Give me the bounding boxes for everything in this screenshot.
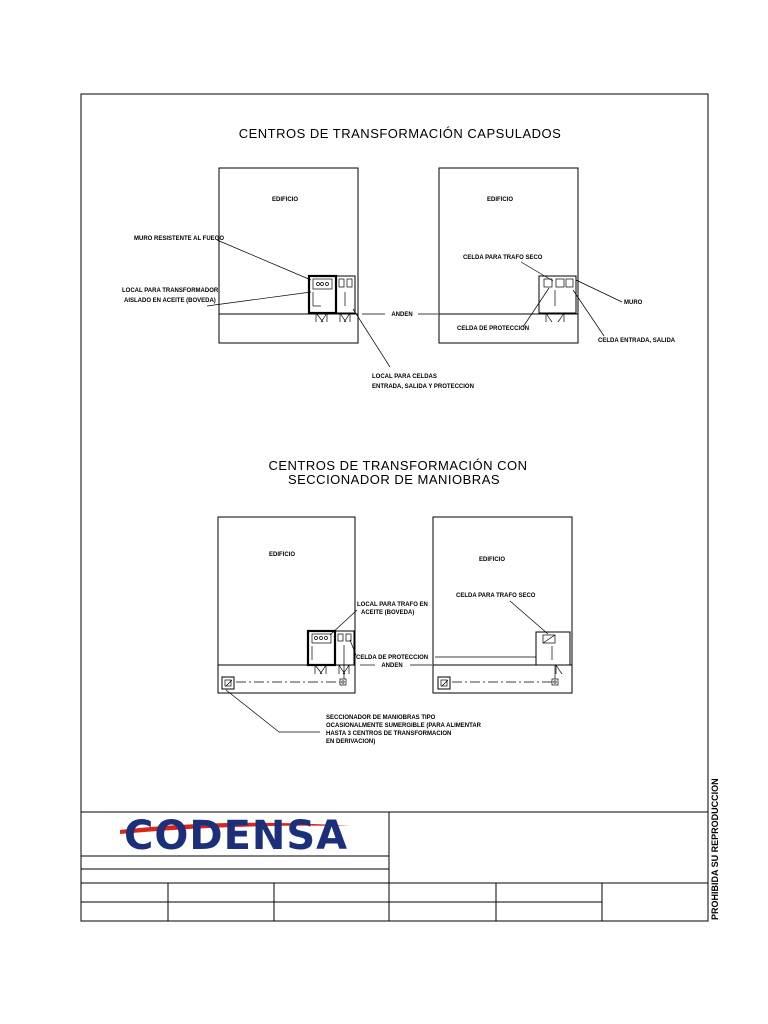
building-label: EDIFICIO bbox=[478, 557, 506, 563]
switch-box bbox=[222, 677, 234, 689]
dry-transformer-cell bbox=[536, 632, 570, 665]
building-outline bbox=[219, 168, 358, 343]
bottom-right-diagram bbox=[433, 517, 572, 693]
title-block bbox=[81, 812, 708, 921]
building-outline bbox=[433, 517, 572, 693]
transformer-room-label-1: LOCAL PARA TRAFO EN bbox=[357, 602, 428, 608]
svg-text:SECCIONADOR DE MANIOBRAS TIPO: SECCIONADOR DE MANIOBRAS TIPO bbox=[326, 715, 436, 721]
dry-transformer-label: CELDA PARA TRAFO SECO bbox=[463, 255, 543, 261]
switch-note bbox=[326, 715, 482, 745]
bottom-section-title-2: SECCIONADOR DE MANIOBRAS bbox=[287, 472, 501, 487]
top-left-diagram bbox=[122, 168, 474, 390]
svg-text:EN DERIVACION): EN DERIVACION) bbox=[326, 739, 376, 745]
protection-cell-label: CELDA DE PROTECCION bbox=[356, 655, 429, 661]
sidewalk-label-bottom: ANDEN bbox=[381, 663, 403, 669]
company-logo: CODENSA bbox=[124, 813, 349, 859]
building-label: EDIFICIO bbox=[268, 552, 296, 558]
cells-room-label-1: LOCAL PARA CELDAS bbox=[372, 374, 437, 380]
switch-box bbox=[438, 677, 450, 689]
transformer-room-label-1: LOCAL PARA TRANSFORMADOR bbox=[122, 288, 219, 294]
top-right-diagram bbox=[439, 168, 676, 344]
wall-label: MURO bbox=[624, 300, 643, 306]
transformer-room-label-2: ACEITE (BOVEDA) bbox=[361, 610, 415, 616]
top-section-title: CENTROS DE TRANSFORMACIÓN CAPSULADOS bbox=[238, 126, 562, 141]
bottom-left-diagram bbox=[218, 517, 428, 732]
protection-cell-label: CELDA DE PROTECCION bbox=[457, 326, 530, 332]
building-label: EDIFICIO bbox=[271, 197, 299, 203]
dry-transformer-label: CELDA PARA TRAFO SECO bbox=[456, 593, 536, 599]
building-label: EDIFICIO bbox=[486, 197, 514, 203]
svg-text:OCASIONALMENTE SUMERGIBLE (PAR: OCASIONALMENTE SUMERGIBLE (PARA ALIMENTAR bbox=[326, 723, 481, 729]
fire-wall-label: MURO RESISTENTE AL FUEGO bbox=[134, 236, 225, 242]
bottom-section-title-1: CENTROS DE TRANSFORMACIÓN CON bbox=[268, 458, 528, 473]
svg-text:HASTA 3 CENTROS DE TRANSFORMA: HASTA 3 CENTROS DE TRANSFORMACION bbox=[326, 731, 452, 737]
sidewalk-label-top: ANDEN bbox=[391, 312, 413, 318]
building-outline bbox=[218, 517, 355, 693]
cells-room-label-2: ENTRADA, SALIDA Y PROTECCION bbox=[372, 384, 474, 390]
drawing-frame bbox=[81, 94, 708, 921]
transformer-room-label-2: AISLADO EN ACEITE (BOVEDA) bbox=[124, 298, 216, 304]
entry-exit-cell-label: CELDA ENTRADA, SALIDA bbox=[598, 338, 676, 344]
reproduction-notice: PROHIBIDA SU REPRODUCCION bbox=[710, 778, 720, 920]
